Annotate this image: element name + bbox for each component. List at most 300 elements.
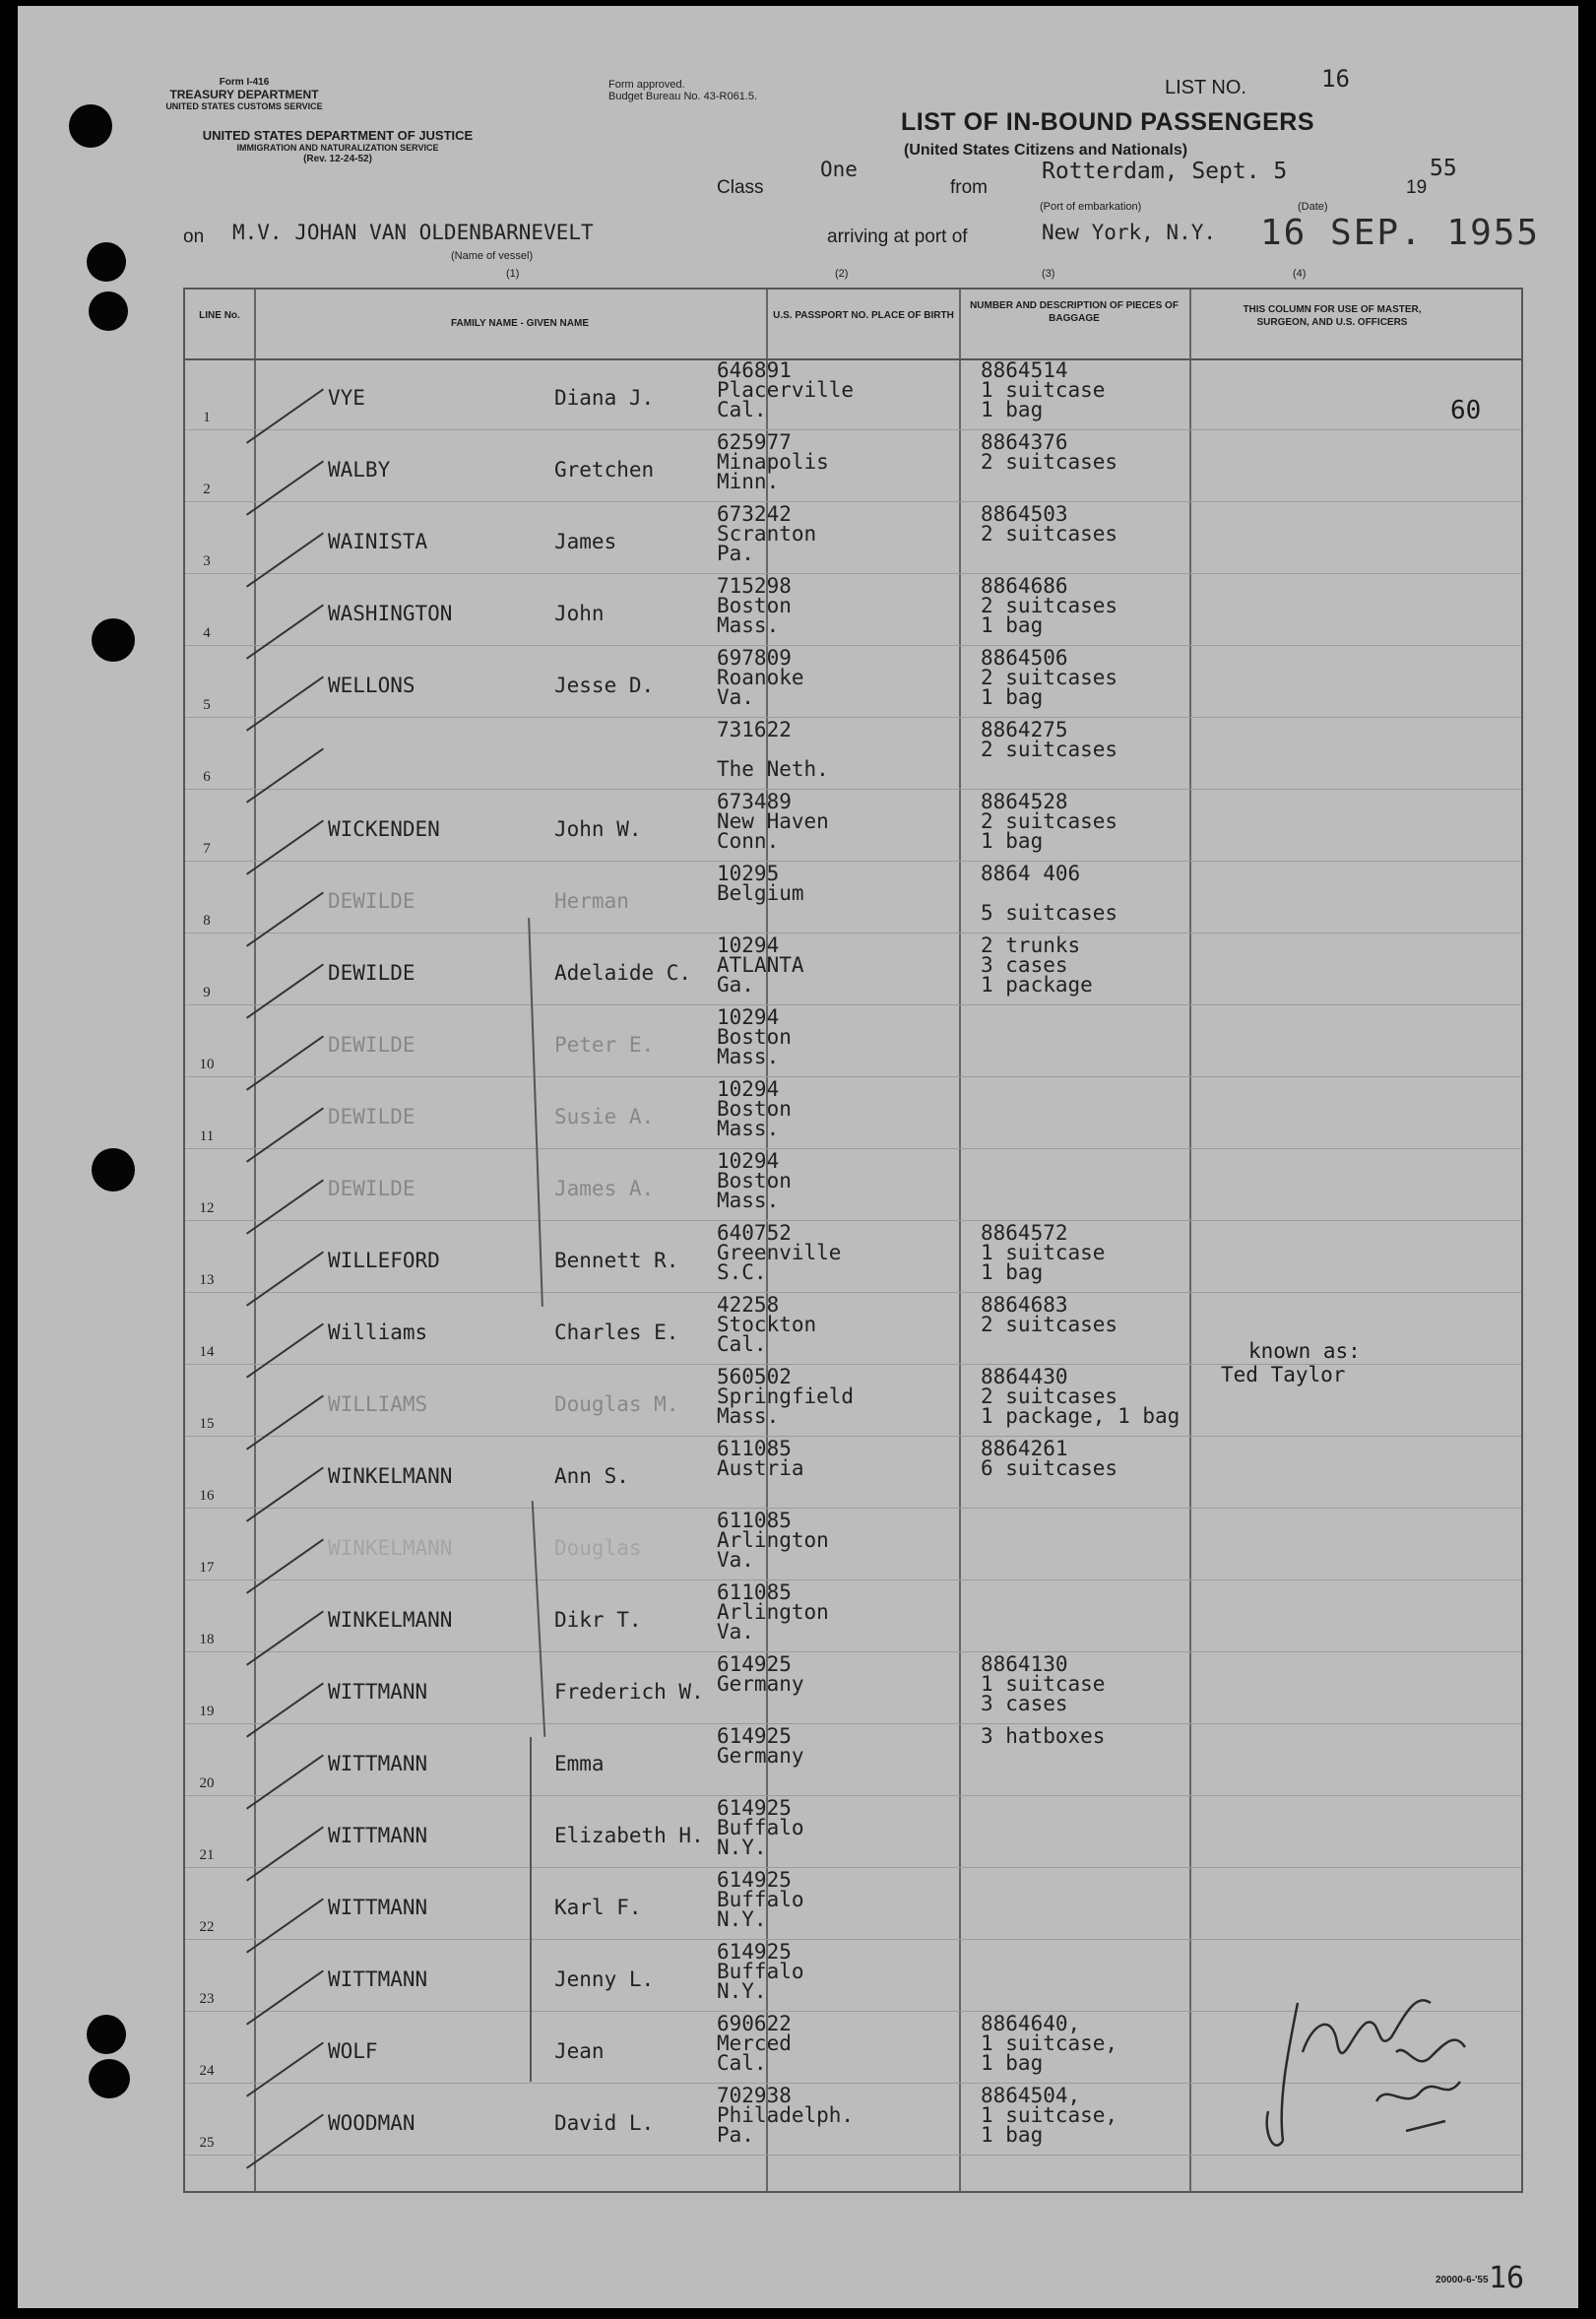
line-number: 21 bbox=[199, 1847, 215, 1863]
passport-cell bbox=[717, 720, 829, 779]
passport-line: Va. bbox=[717, 685, 754, 709]
given-name: David L. bbox=[554, 2111, 655, 2135]
passport-cell bbox=[717, 1870, 804, 1929]
family-name: WAINISTA bbox=[328, 530, 428, 553]
passport-line: Mass. bbox=[717, 1404, 780, 1428]
passport-line: Mass. bbox=[717, 1117, 780, 1140]
passport-line: Arlington bbox=[717, 1600, 829, 1624]
list-no: 16 bbox=[1321, 65, 1350, 93]
passport-line: Va. bbox=[717, 1620, 754, 1643]
given-name: Gretchen bbox=[554, 458, 655, 482]
line-number: 6 bbox=[203, 769, 211, 785]
passport-cell bbox=[717, 2014, 792, 2073]
given-name: Emma bbox=[554, 1752, 605, 1775]
baggage-line: 1 suitcase, bbox=[981, 2103, 1118, 2127]
header-baggage: NUMBER AND DESCRIPTION OF PIECES OF BAGGAGE bbox=[970, 300, 1179, 324]
family-bracket bbox=[530, 1737, 532, 2082]
passport-cell bbox=[717, 792, 829, 851]
header-passport: U.S. PASSPORT NO. PLACE OF BIRTH bbox=[773, 310, 954, 321]
passport-line bbox=[717, 740, 829, 759]
passport-line: Ga. bbox=[717, 973, 754, 997]
family-name: WINKELMANN bbox=[328, 1464, 453, 1488]
baggage-line: 2 suitcases bbox=[981, 1313, 1118, 1336]
baggage-line: 8864506 bbox=[981, 646, 1068, 670]
baggage-line: 8864261 bbox=[981, 1437, 1068, 1460]
line-number: 11 bbox=[199, 1128, 215, 1144]
passport-line: The Neth. bbox=[717, 757, 829, 781]
table-row bbox=[185, 358, 1521, 430]
check-mark bbox=[246, 2114, 324, 2169]
passport-line: Merced bbox=[717, 2031, 792, 2055]
passport-line: Cal. bbox=[717, 398, 767, 421]
family-name: WINKELMANN bbox=[328, 1608, 453, 1632]
arriving-label: arriving at port of bbox=[827, 226, 968, 247]
passport-line: 673242 bbox=[717, 502, 792, 526]
given-name: Jesse D. bbox=[554, 674, 655, 697]
justice-dept: UNITED STATES DEPARTMENT OF JUSTICE bbox=[202, 128, 474, 143]
baggage-line: 2 suitcases bbox=[981, 809, 1118, 833]
passport-line: Minapolis bbox=[717, 450, 829, 474]
line-number: 22 bbox=[199, 1919, 215, 1935]
baggage-cell bbox=[981, 1367, 1180, 1426]
family-name: DEWILDE bbox=[328, 1177, 415, 1200]
passport-cell bbox=[717, 935, 804, 995]
table-row bbox=[185, 1724, 1521, 1796]
baggage-cell bbox=[981, 792, 1117, 851]
passport-line: Stockton bbox=[717, 1313, 817, 1336]
family-name: DEWILDE bbox=[328, 1033, 415, 1057]
line-number: 12 bbox=[199, 1200, 215, 1216]
passport-line: 640752 bbox=[717, 1221, 792, 1245]
family-name: WOLF bbox=[328, 2039, 378, 2063]
table-row bbox=[185, 1652, 1521, 1724]
baggage-line bbox=[981, 883, 1117, 903]
year-suffix: 55 bbox=[1430, 156, 1457, 181]
passport-line: Austria bbox=[717, 1456, 804, 1480]
passport-line: Buffalo bbox=[717, 1888, 804, 1911]
given-name: James bbox=[554, 530, 617, 553]
passport-cell bbox=[717, 648, 804, 707]
baggage-line: 2 suitcases bbox=[981, 738, 1118, 761]
passport-cell bbox=[717, 2086, 854, 2145]
baggage-line: 1 bag bbox=[981, 398, 1044, 421]
given-name: Adelaide C. bbox=[554, 961, 692, 985]
line-number: 16 bbox=[199, 1488, 215, 1504]
line-number: 19 bbox=[199, 1704, 215, 1719]
vessel-label: (Name of vessel) bbox=[451, 250, 534, 262]
passport-line: Germany bbox=[717, 1744, 804, 1768]
page-number: 16 bbox=[1489, 2261, 1525, 2295]
family-name: WALBY bbox=[328, 458, 391, 482]
line-number: 2 bbox=[203, 482, 211, 497]
passport-line: 673489 bbox=[717, 790, 792, 813]
passport-line: 625977 bbox=[717, 430, 792, 454]
baggage-line: 8864514 bbox=[981, 358, 1068, 382]
table-row bbox=[185, 1796, 1521, 1868]
passport-line: 715298 bbox=[717, 574, 792, 598]
binder-hole bbox=[89, 291, 128, 331]
baggage-cell bbox=[981, 2086, 1117, 2145]
footer-code: 20000-6-'55 bbox=[1436, 2275, 1489, 2286]
table-row bbox=[185, 934, 1521, 1005]
officer-signature bbox=[1258, 1964, 1504, 2170]
baggage-line: 3 hatboxes bbox=[981, 1724, 1106, 1748]
passport-line: 614925 bbox=[717, 1940, 792, 1964]
family-name: WASHINGTON bbox=[328, 602, 453, 625]
passport-cell bbox=[717, 1942, 804, 2001]
binder-hole bbox=[89, 2059, 130, 2098]
from-value: Rotterdam, Sept. 5 bbox=[1042, 159, 1288, 184]
line-number: 9 bbox=[203, 985, 211, 1000]
passport-line: Pa. bbox=[717, 2123, 754, 2147]
class-value: One bbox=[820, 158, 858, 181]
given-name: Douglas M. bbox=[554, 1392, 679, 1416]
class-label: Class bbox=[717, 177, 764, 198]
passport-line: Scranton bbox=[717, 522, 817, 546]
header-line-no: LINE No. bbox=[199, 310, 240, 321]
passport-line: N.Y. bbox=[717, 1907, 767, 1931]
col-3-label: (3) bbox=[1042, 268, 1055, 280]
line-number: 15 bbox=[199, 1416, 215, 1432]
table-row bbox=[185, 718, 1521, 790]
passport-cell bbox=[717, 432, 829, 491]
passport-line: Greenville bbox=[717, 1241, 842, 1264]
passport-line: 731622 bbox=[717, 718, 792, 741]
passport-line: 10294 bbox=[717, 1005, 780, 1029]
given-name: Frederich W. bbox=[554, 1680, 704, 1704]
passport-line: 42258 bbox=[717, 1293, 780, 1317]
passport-line: Cal. bbox=[717, 2051, 767, 2075]
passport-line: Arlington bbox=[717, 1528, 829, 1552]
passport-line: Roanoke bbox=[717, 666, 804, 689]
baggage-line: 1 bag bbox=[981, 2123, 1044, 2147]
passport-cell bbox=[717, 1007, 792, 1066]
line-number: 20 bbox=[199, 1775, 215, 1791]
binder-hole bbox=[87, 2015, 126, 2054]
table-row bbox=[185, 1221, 1521, 1293]
baggage-line: 2 suitcases bbox=[981, 522, 1118, 546]
line-number: 1 bbox=[203, 410, 211, 425]
baggage-line: 1 bag bbox=[981, 685, 1044, 709]
line-number: 4 bbox=[203, 625, 211, 641]
baggage-line: 8864686 bbox=[981, 574, 1068, 598]
passenger-table bbox=[183, 288, 1523, 2193]
passport-line: Minn. bbox=[717, 470, 780, 493]
binder-hole bbox=[92, 1148, 135, 1192]
treasury-dept: TREASURY DEPARTMENT bbox=[169, 88, 319, 101]
col-2-label: (2) bbox=[835, 268, 849, 280]
passport-line: 614925 bbox=[717, 1796, 792, 1820]
passport-line: Cal. bbox=[717, 1332, 767, 1356]
passport-line: 614925 bbox=[717, 1652, 792, 1676]
customs-service: UNITED STATES CUSTOMS SERVICE bbox=[165, 101, 323, 111]
given-name: James A. bbox=[554, 1177, 655, 1200]
table-row bbox=[185, 1005, 1521, 1077]
given-name: Susie A. bbox=[554, 1105, 655, 1128]
family-name: WICKENDEN bbox=[328, 817, 440, 841]
passport-cell bbox=[717, 1726, 804, 1766]
baggage-cell bbox=[981, 504, 1117, 544]
line-number: 13 bbox=[199, 1272, 215, 1288]
baggage-line: 8864 406 bbox=[981, 862, 1081, 885]
passport-line: 10295 bbox=[717, 862, 780, 885]
passport-line: Placerville bbox=[717, 378, 855, 402]
passport-cell bbox=[717, 1223, 841, 1282]
page-subtitle: (United States Citizens and Nationals) bbox=[904, 142, 1188, 159]
given-name: Dikr T. bbox=[554, 1608, 642, 1632]
family-name: DEWILDE bbox=[328, 889, 415, 913]
baggage-cell bbox=[981, 1439, 1117, 1478]
passport-cell bbox=[717, 1511, 829, 1570]
passport-line: Boston bbox=[717, 1097, 792, 1121]
passport-line: 646891 bbox=[717, 358, 792, 382]
passport-line: N.Y. bbox=[717, 1979, 767, 2003]
table-row bbox=[185, 1149, 1521, 1221]
line-number: 5 bbox=[203, 697, 211, 713]
baggage-line: 1 package, 1 bag bbox=[981, 1404, 1181, 1428]
passport-line: 10294 bbox=[717, 934, 780, 957]
baggage-cell bbox=[981, 2014, 1117, 2073]
baggage-cell bbox=[981, 1295, 1117, 1334]
baggage-line: 1 suitcase, bbox=[981, 2031, 1118, 2055]
family-name: WINKELMANN bbox=[328, 1536, 453, 1560]
baggage-line: 2 suitcases bbox=[981, 666, 1118, 689]
table-row bbox=[185, 646, 1521, 718]
baggage-line: 2 suitcases bbox=[981, 450, 1118, 474]
family-name: WILLIAMS bbox=[328, 1392, 428, 1416]
from-label: from bbox=[950, 177, 988, 198]
passport-cell bbox=[717, 1367, 854, 1426]
baggage-cell bbox=[981, 1654, 1105, 1713]
baggage-cell bbox=[981, 1223, 1105, 1282]
passport-line: Va. bbox=[717, 1548, 754, 1572]
baggage-line: 8864504, bbox=[981, 2084, 1081, 2107]
passport-cell bbox=[717, 1798, 804, 1857]
baggage-line: 8864275 bbox=[981, 718, 1068, 741]
passport-line: Mass. bbox=[717, 1189, 780, 1212]
passport-cell bbox=[717, 360, 854, 419]
table-row bbox=[185, 574, 1521, 646]
passport-cell bbox=[717, 1079, 792, 1138]
form-approved: Form approved. bbox=[608, 79, 685, 91]
passport-line: 614925 bbox=[717, 1724, 792, 1748]
port-embark-label: (Port of embarkation) bbox=[1040, 201, 1142, 213]
passport-line: Mass. bbox=[717, 1045, 780, 1068]
passport-line: 560502 bbox=[717, 1365, 792, 1388]
baggage-line: 1 suitcase bbox=[981, 1241, 1106, 1264]
passport-cell bbox=[717, 1151, 792, 1210]
date-label: (Date) bbox=[1298, 201, 1328, 213]
passport-line: 611085 bbox=[717, 1580, 792, 1604]
passport-line: Philadelph. bbox=[717, 2103, 855, 2127]
family-name: WITTMANN bbox=[328, 1824, 428, 1847]
baggage-line: 1 bag bbox=[981, 829, 1044, 853]
passport-line: Buffalo bbox=[717, 1960, 804, 1983]
family-name: VYE bbox=[328, 386, 365, 410]
vessel-name: M.V. JOHAN VAN OLDENBARNEVELT bbox=[232, 221, 594, 244]
line-number: 25 bbox=[199, 2135, 215, 2151]
baggage-line: 2 suitcases bbox=[981, 594, 1118, 617]
given-name: Elizabeth H. bbox=[554, 1824, 704, 1847]
family-name: Williams bbox=[328, 1321, 428, 1344]
line-number: 8 bbox=[203, 913, 211, 929]
baggage-line: 8864528 bbox=[981, 790, 1068, 813]
table-row bbox=[185, 1437, 1521, 1509]
passport-cell bbox=[717, 576, 792, 635]
given-name: John bbox=[554, 602, 605, 625]
given-name: Douglas bbox=[554, 1536, 642, 1560]
passport-cell bbox=[717, 864, 804, 903]
binder-hole bbox=[92, 618, 135, 662]
alias-note-name: Ted Taylor bbox=[1221, 1363, 1346, 1386]
passport-cell bbox=[717, 1439, 804, 1478]
baggage-line: 2 trunks bbox=[981, 934, 1081, 957]
baggage-line: 2 suitcases bbox=[981, 1385, 1118, 1408]
immigration-service: IMMIGRATION AND NATURALIZATION SERVICE bbox=[236, 143, 439, 153]
passport-line: 611085 bbox=[717, 1509, 792, 1532]
given-name: Diana J. bbox=[554, 386, 655, 410]
baggage-line: 1 package bbox=[981, 973, 1093, 997]
passport-line: 697809 bbox=[717, 646, 792, 670]
baggage-line: 3 cases bbox=[981, 1692, 1068, 1715]
line-number: 7 bbox=[203, 841, 211, 857]
arrival-port: New York, N.Y. bbox=[1042, 221, 1217, 244]
passport-line: ATLANTA bbox=[717, 953, 804, 977]
revision: (Rev. 12-24-52) bbox=[303, 154, 372, 164]
table-row bbox=[185, 1077, 1521, 1149]
passport-cell bbox=[717, 504, 816, 563]
line-number: 14 bbox=[199, 1344, 215, 1360]
table-row bbox=[185, 790, 1521, 862]
baggage-line: 8864640, bbox=[981, 2012, 1081, 2035]
baggage-line: 1 suitcase bbox=[981, 378, 1106, 402]
table-row bbox=[185, 502, 1521, 574]
binder-hole bbox=[69, 104, 112, 148]
given-name: Jenny L. bbox=[554, 1967, 655, 1991]
col-4-label: (4) bbox=[1293, 268, 1307, 280]
budget-bureau: Budget Bureau No. 43-R061.5. bbox=[608, 91, 758, 102]
passport-line: Boston bbox=[717, 1169, 792, 1192]
form-number: Form I-416 bbox=[219, 77, 270, 88]
table-row bbox=[185, 862, 1521, 934]
given-name: John W. bbox=[554, 817, 642, 841]
baggage-line: 8864376 bbox=[981, 430, 1068, 454]
baggage-line: 8864430 bbox=[981, 1365, 1068, 1388]
passport-line: S.C. bbox=[717, 1260, 767, 1284]
line-number: 18 bbox=[199, 1632, 215, 1647]
passport-line: 614925 bbox=[717, 1868, 792, 1892]
baggage-cell bbox=[981, 360, 1105, 419]
passport-cell bbox=[717, 1582, 829, 1642]
passport-line: Conn. bbox=[717, 829, 780, 853]
passport-line: Belgium bbox=[717, 881, 804, 905]
on-label: on bbox=[183, 226, 205, 247]
baggage-line: 1 suitcase bbox=[981, 1672, 1106, 1696]
page-title: LIST OF IN-BOUND PASSENGERS bbox=[901, 108, 1315, 136]
family-name: WOODMAN bbox=[328, 2111, 415, 2135]
table-row bbox=[185, 1868, 1521, 1940]
baggage-cell bbox=[981, 935, 1093, 995]
passport-line: Mass. bbox=[717, 613, 780, 637]
baggage-line: 8864503 bbox=[981, 502, 1068, 526]
passport-line: 611085 bbox=[717, 1437, 792, 1460]
year-prefix: 19 bbox=[1406, 177, 1428, 198]
alias-note-label: known as: bbox=[1248, 1339, 1361, 1363]
line-number: 10 bbox=[199, 1057, 215, 1072]
passport-line: Buffalo bbox=[717, 1816, 804, 1839]
baggage-line: 1 bag bbox=[981, 2051, 1044, 2075]
family-name: WITTMANN bbox=[328, 1896, 428, 1919]
given-name: Jean bbox=[554, 2039, 605, 2063]
family-name: WITTMANN bbox=[328, 1967, 428, 1991]
family-name: WELLONS bbox=[328, 674, 415, 697]
header-name: FAMILY NAME - GIVEN NAME bbox=[450, 318, 589, 329]
given-name: Charles E. bbox=[554, 1321, 679, 1344]
passport-line: Germany bbox=[717, 1672, 804, 1696]
passport-line: New Haven bbox=[717, 809, 829, 833]
baggage-cell bbox=[981, 864, 1117, 923]
baggage-line: 1 bag bbox=[981, 1260, 1044, 1284]
family-name: WITTMANN bbox=[328, 1680, 428, 1704]
baggage-line: 8864572 bbox=[981, 1221, 1068, 1245]
table-row bbox=[185, 1509, 1521, 1580]
passport-line: 702938 bbox=[717, 2084, 792, 2107]
table-row bbox=[185, 430, 1521, 502]
passport-line: Pa. bbox=[717, 542, 754, 565]
passport-line: N.Y. bbox=[717, 1836, 767, 1859]
line-number: 23 bbox=[199, 1991, 215, 2007]
baggage-line: 1 bag bbox=[981, 613, 1044, 637]
header-officers: THIS COLUMN FOR USE OF MASTER, SURGEON, AND U.S. OFFICERS bbox=[1243, 304, 1422, 328]
col-1-label: (1) bbox=[506, 268, 520, 280]
table-row bbox=[185, 1580, 1521, 1652]
baggage-cell bbox=[981, 720, 1117, 759]
passport-line: Boston bbox=[717, 1025, 792, 1049]
passport-line: 690622 bbox=[717, 2012, 792, 2035]
given-name: Herman bbox=[554, 889, 629, 913]
passport-cell bbox=[717, 1654, 804, 1694]
arrival-date-stamp: 16 SEP. 1955 bbox=[1260, 213, 1541, 253]
list-no-label: LIST NO. bbox=[1165, 77, 1246, 98]
passport-line: 10294 bbox=[717, 1077, 780, 1101]
passport-line: Boston bbox=[717, 594, 792, 617]
family-name: DEWILDE bbox=[328, 961, 415, 985]
binder-hole bbox=[87, 242, 126, 282]
row1-mark: 60 bbox=[1450, 396, 1482, 425]
baggage-line: 8864130 bbox=[981, 1652, 1068, 1676]
baggage-line: 3 cases bbox=[981, 953, 1068, 977]
family-name: WILLEFORD bbox=[328, 1249, 440, 1272]
baggage-cell bbox=[981, 576, 1117, 635]
baggage-line: 8864683 bbox=[981, 1293, 1068, 1317]
passport-line: 10294 bbox=[717, 1149, 780, 1173]
family-name: WITTMANN bbox=[328, 1752, 428, 1775]
passport-line: Springfield bbox=[717, 1385, 855, 1408]
given-name: Peter E. bbox=[554, 1033, 655, 1057]
line-number: 24 bbox=[199, 2063, 215, 2079]
baggage-cell bbox=[981, 432, 1117, 472]
passport-cell bbox=[717, 1295, 816, 1354]
baggage-cell bbox=[981, 648, 1117, 707]
baggage-cell bbox=[981, 1726, 1105, 1746]
given-name: Ann S. bbox=[554, 1464, 629, 1488]
manifest-page bbox=[18, 6, 1578, 2308]
baggage-line: 5 suitcases bbox=[981, 901, 1118, 925]
given-name: Bennett R. bbox=[554, 1249, 679, 1272]
baggage-line: 6 suitcases bbox=[981, 1456, 1118, 1480]
given-name: Karl F. bbox=[554, 1896, 642, 1919]
family-name: DEWILDE bbox=[328, 1105, 415, 1128]
